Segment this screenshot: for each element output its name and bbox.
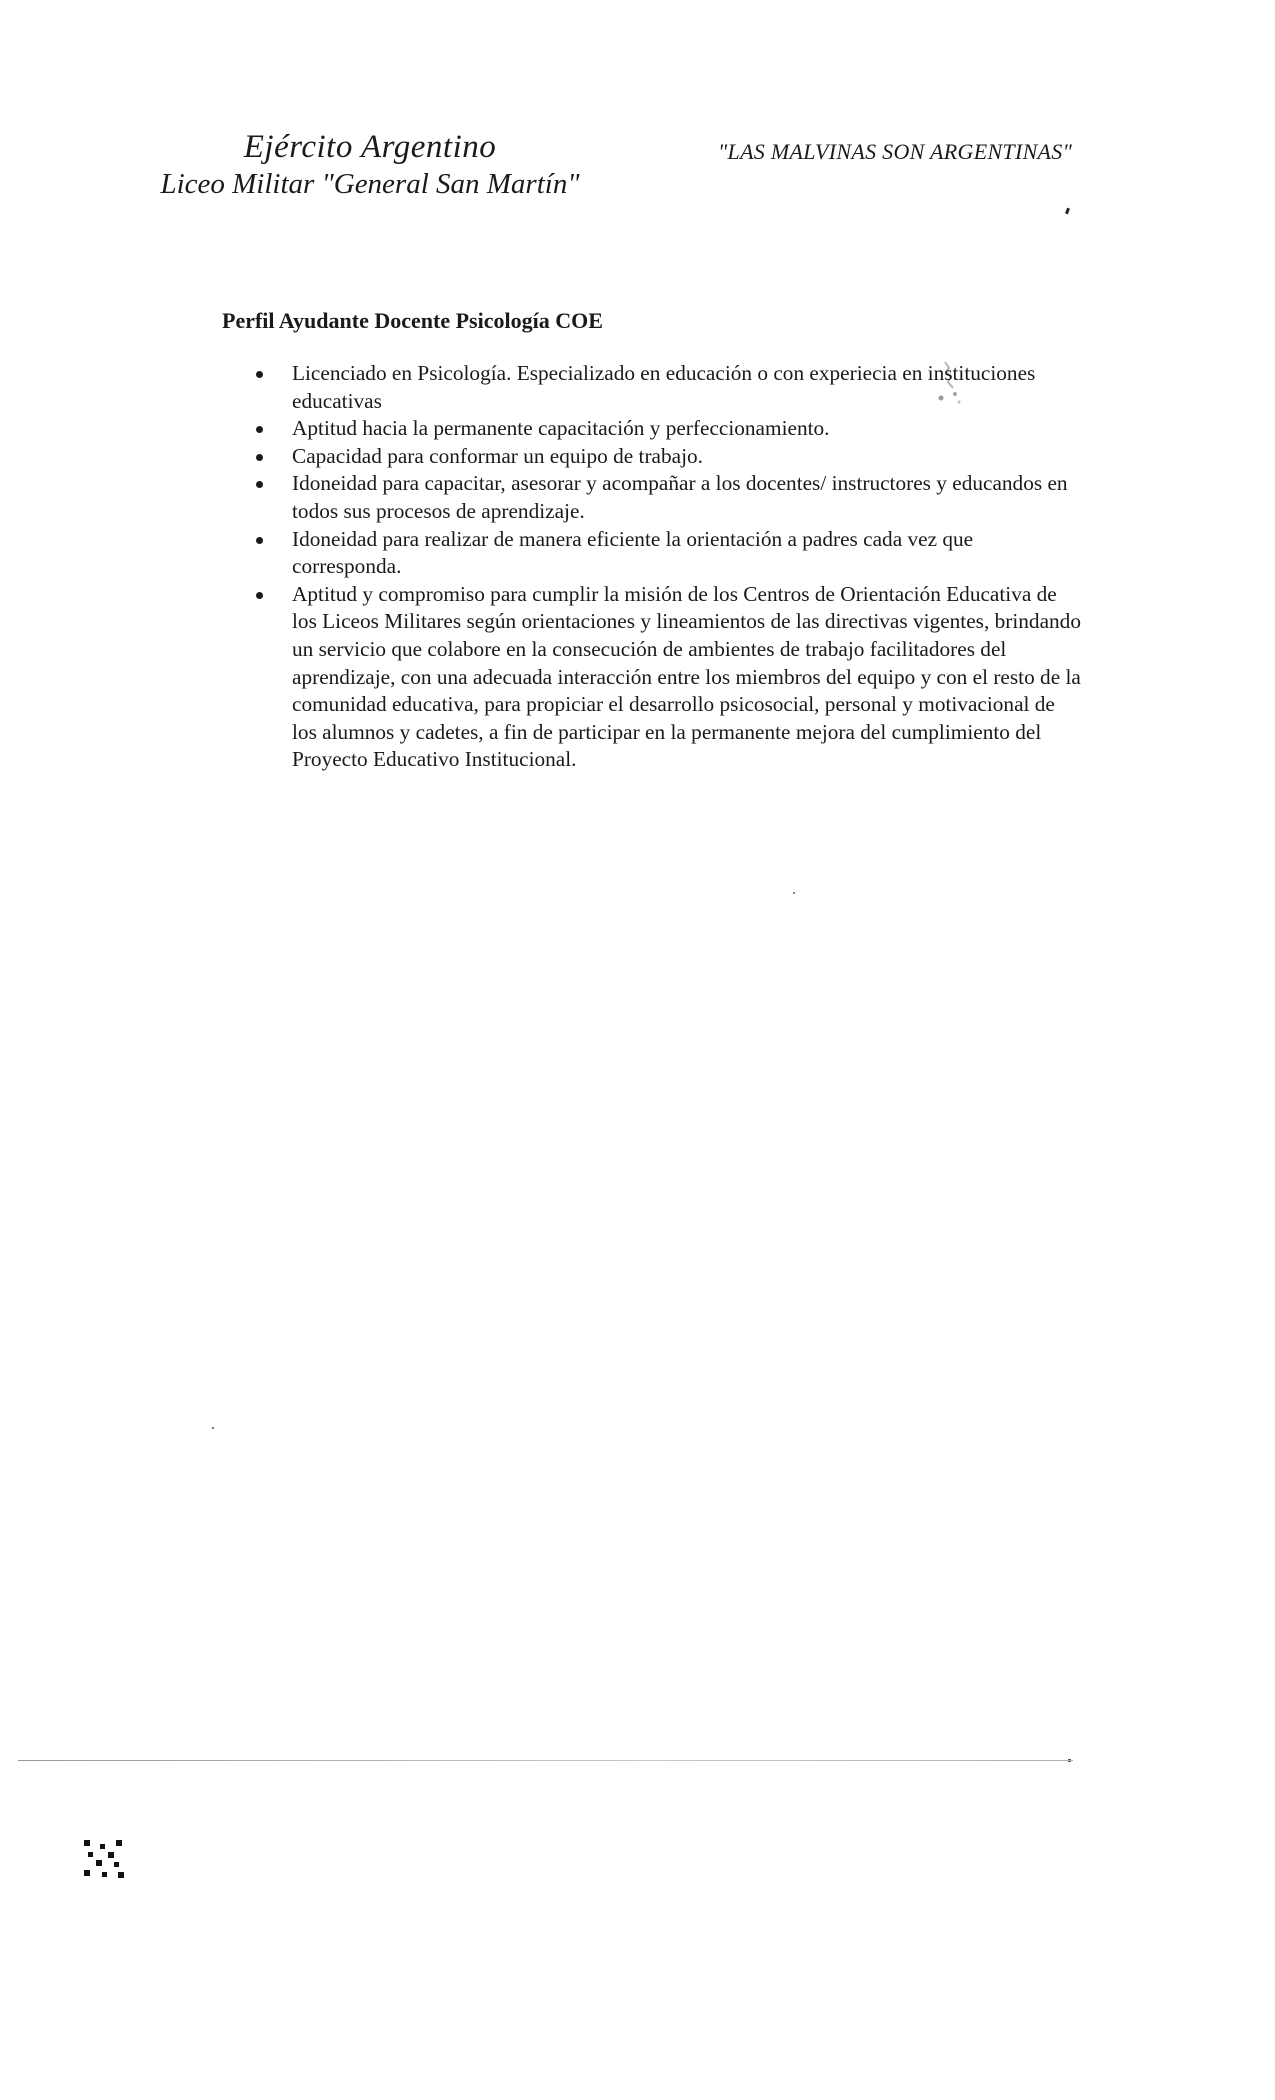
organization-header — [140, 128, 600, 202]
scan-speck — [1065, 208, 1070, 215]
scan-speck — [793, 892, 795, 894]
bullet-icon — [256, 481, 263, 488]
list-item — [222, 470, 1082, 525]
bullet-icon — [256, 592, 263, 599]
list-item — [222, 526, 1082, 581]
scan-speck — [212, 1427, 214, 1429]
list-item-text: Aptitud hacia la permanente capacitación y perfeccionamiento. — [292, 416, 830, 441]
page-divider-line — [18, 1760, 1073, 1761]
list-item — [222, 581, 1082, 774]
institution-name: Liceo Militar "General San Martín" — [160, 168, 580, 200]
list-item-text: Idoneidad para realizar de manera eficiente la orientación a padres cada vez que corresponda. — [292, 526, 974, 579]
bullet-icon — [256, 426, 263, 433]
list-item — [222, 415, 1082, 443]
list-item-text: Licenciado en Psicología. Especializado en educación o con experiecia en instituciones educativas — [292, 361, 1036, 413]
list-item — [222, 443, 1082, 471]
list-item-text: Idoneidad para capacitar, asesorar y acompañar a los docentes/ instructores y educandos en todos sus procesos de aprendizaje. — [292, 471, 1068, 523]
pixel-stamp-icon — [84, 1840, 124, 1880]
bullet-icon — [256, 454, 263, 461]
list-item-text: Capacidad para conformar un equipo de trabajo. — [292, 443, 703, 468]
bullet-icon — [256, 537, 263, 544]
requirements-list — [222, 360, 1082, 774]
list-item — [222, 360, 1082, 415]
organization-name: Ejército Argentino — [243, 129, 497, 165]
document-title: Perfil Ayudante Docente Psicología COE — [222, 308, 603, 333]
bullet-icon — [256, 371, 263, 378]
motto-header: "LAS MALVINAS SON ARGENTINAS" — [718, 139, 1073, 164]
list-item-text: Aptitud y compromiso para cumplir la misión de los Centros de Orientación Educativa de los Liceos Militares según orientaciones y lineamientos de las directivas vigentes, brindando un servicio que colabore en la consecución de ambientes de trabajo facilitadores del aprendizaje, con una adecuada interacción entre los miembros del equipo y con el resto de la comunidad educativa, para propiciar el desarrollo psicosocial, personal y motivacional de los alumnos y cadetes, a fin de participar en la permanente mejora del cumplimiento del Proyecto Educativo Institucional. — [292, 581, 1081, 772]
